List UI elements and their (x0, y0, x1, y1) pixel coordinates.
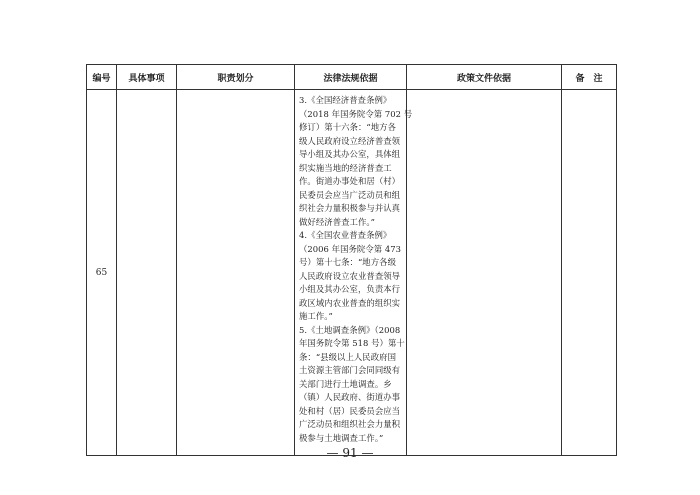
law-text-line: 级人民政府设立经济普查领 (299, 135, 401, 146)
law-text-line: 作。街道办事处和居（村） (299, 176, 401, 186)
law-text-line: 关部门进行土地调查。乡 (299, 378, 392, 389)
duty-table (86, 64, 617, 456)
header-remark: 备 注 (562, 65, 617, 90)
law-text-line: 民委员会应当广泛动员和组 (299, 189, 401, 200)
header-duty: 职责划分 (177, 65, 295, 90)
law-text-line: （镇）人民政府、街道办事 (299, 392, 401, 402)
table-row (87, 90, 617, 456)
law-text (299, 94, 413, 445)
row-item (117, 90, 177, 456)
law-text-line: 年国务院令第 518 号）第十 (299, 338, 405, 348)
law-text-line: 极参与土地调查工作。” (299, 432, 384, 443)
law-text-line: 处和村（居）民委员会应当 (299, 405, 401, 416)
law-text-line: 导小组及其办公室，具体组 (299, 149, 401, 159)
law-text-line: 施工作。” (299, 311, 333, 321)
law-text-line: 广泛动员和组织社会力量积 (299, 419, 401, 429)
row-number: 65 (87, 90, 117, 456)
law-text-line: 修订）第十六条：“地方各 (299, 122, 397, 132)
law-text-line: （2006 年国务院令第 473 (299, 243, 402, 254)
row-policy-basis (407, 90, 562, 456)
law-text-line: 织实施当地的经济普查工 (299, 162, 392, 173)
row-duty (177, 90, 295, 456)
law-text-line: 4.《全国农业普查条例》 (299, 230, 392, 240)
law-text-line: 号）第十七条：“地方各级 (299, 257, 397, 267)
law-text-line: 3.《全国经济普查条例》 (299, 95, 392, 105)
header-row (87, 65, 617, 90)
law-text-line: 5.《土地调查条例》（2008 (299, 324, 401, 335)
header-item: 具体事项 (117, 65, 177, 90)
row-remark (562, 90, 617, 456)
page-number: — 91 — (326, 446, 374, 460)
header-law-basis: 法律法规依据 (295, 65, 407, 90)
law-text-line: 小组及其办公室，负责本行 (299, 284, 401, 294)
law-text-line: 做好经济普查工作。” (299, 216, 375, 227)
law-text-line: 土资源主管部门会同同级有 (299, 365, 401, 375)
law-text-line: 人民政府设立农业普查领导 (299, 270, 401, 281)
law-text-line: （2018 年国务院令第 702 号 (299, 108, 413, 119)
row-law-basis (295, 90, 413, 456)
law-text-line: 条：“县级以上人民政府国 (299, 351, 397, 362)
law-text-line: 政区域内农业普查的组织实 (299, 297, 401, 308)
law-text-line: 织社会力量积极参与并认真 (299, 203, 401, 213)
header-policy-basis: 政策文件依据 (407, 65, 562, 90)
header-number: 编号 (87, 65, 117, 90)
